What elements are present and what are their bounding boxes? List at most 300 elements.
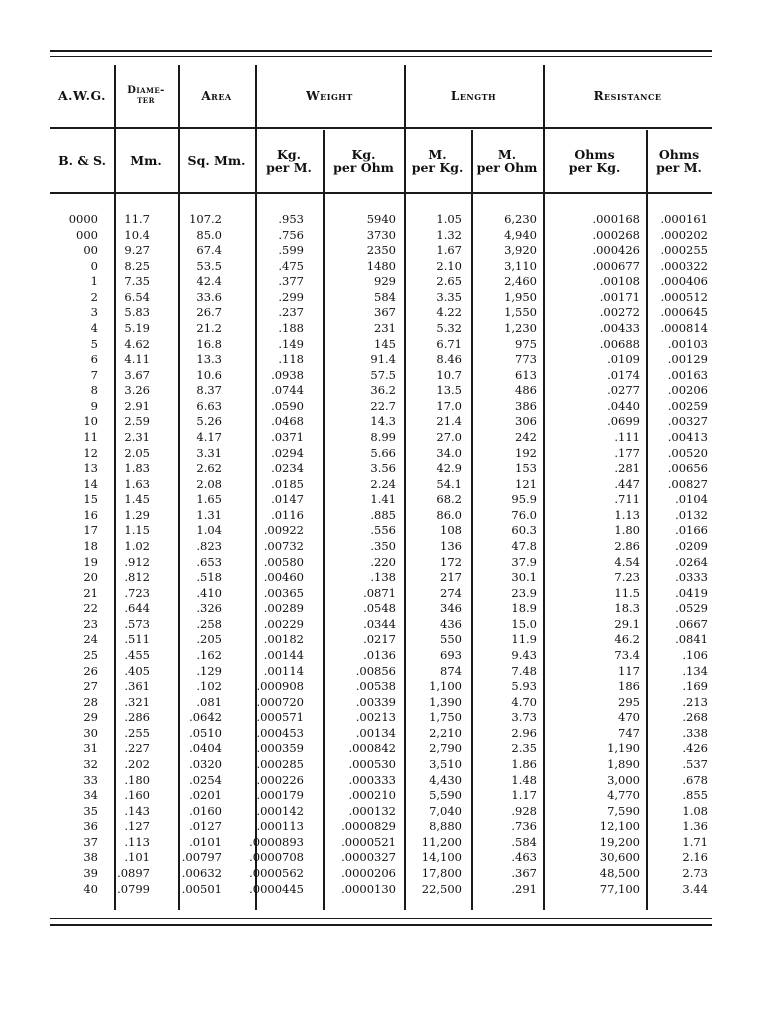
- top-rule-inner: [50, 56, 712, 57]
- table-cell: 6.71: [436, 336, 462, 351]
- table-cell: 13: [83, 461, 98, 476]
- table-cell: 11,200: [421, 834, 462, 849]
- table-cell: 30: [83, 725, 98, 740]
- table-cell: 172: [440, 554, 462, 569]
- table-cell: 5940: [366, 212, 396, 226]
- table-cell: .0160: [189, 803, 222, 818]
- table-cell: .00688: [599, 336, 640, 351]
- table-cell: .0871: [363, 585, 396, 600]
- table-cell: 60.3: [511, 523, 537, 538]
- table-cell: .885: [370, 507, 396, 522]
- table-cell: 33: [83, 772, 98, 787]
- table-cell: 00: [83, 243, 98, 258]
- column-unit-header: M. per Ohm: [476, 146, 538, 175]
- table-cell: 153: [515, 461, 537, 476]
- table-cell: .180: [124, 772, 150, 787]
- table-cell: .0590: [271, 398, 304, 413]
- table-cell: 2.05: [124, 445, 150, 460]
- table-cell: 29: [83, 710, 98, 725]
- table-cell: .000406: [660, 274, 708, 289]
- table-cell: 4,940: [504, 227, 537, 242]
- table-cell: .101: [124, 850, 150, 865]
- table-cell: 48,500: [599, 865, 640, 880]
- table-cell: .102: [196, 679, 222, 694]
- table-cell: 18.3: [614, 601, 640, 616]
- table-cell: .299: [278, 289, 304, 304]
- table-cell: 7.35: [124, 274, 150, 289]
- table-cell: .0294: [271, 445, 304, 460]
- table-cell: .000113: [256, 819, 304, 834]
- table-cell: 3.31: [196, 445, 222, 460]
- table-cell: 3.67: [124, 367, 150, 382]
- table-cell: 2: [90, 289, 98, 304]
- table-cell: .127: [124, 819, 150, 834]
- table-cell: 16.8: [196, 336, 222, 351]
- table-cell: .281: [614, 461, 640, 476]
- table-cell: .0000829: [341, 819, 396, 834]
- table-cell: .0897: [117, 865, 150, 880]
- table-cell: .0699: [607, 414, 640, 429]
- table-cell: .149: [278, 336, 304, 351]
- table-cell: .000226: [256, 772, 304, 787]
- table-cell: 34.0: [436, 445, 462, 460]
- table-cell: 77,100: [599, 881, 640, 896]
- table-cell: .000179: [256, 788, 304, 803]
- table-cell: .00797: [181, 850, 222, 865]
- table-cell: 12: [83, 445, 98, 460]
- table-cell: .723: [124, 585, 150, 600]
- table-cell: 3.44: [682, 881, 708, 896]
- table-cell: 53.5: [196, 258, 222, 273]
- table-cell: 1,390: [429, 694, 462, 709]
- table-cell: 20: [83, 570, 98, 585]
- table-cell: .0201: [189, 788, 222, 803]
- table-cell: .255: [124, 725, 150, 740]
- table-cell: .000132: [348, 803, 396, 818]
- table-cell: .0799: [117, 881, 150, 896]
- table-cell: .475: [278, 258, 304, 273]
- table-cell: .00856: [355, 663, 396, 678]
- table-cell: 4.62: [124, 336, 150, 351]
- table-cell: 9.43: [511, 647, 537, 662]
- table-cell: 22,500: [421, 881, 462, 896]
- table-cell: 28: [83, 694, 98, 709]
- table-cell: 11.5: [614, 585, 640, 600]
- table-cell: .00289: [263, 601, 304, 616]
- table-cell: 4.70: [511, 694, 537, 709]
- table-cell: .0344: [363, 616, 396, 631]
- table-cell: 25: [83, 647, 98, 662]
- table-cell: .00922: [263, 523, 304, 538]
- table-cell: .111: [614, 429, 640, 444]
- table-cell: 1.32: [436, 227, 462, 242]
- table-cell: 231: [374, 320, 396, 335]
- table-cell: .00213: [355, 710, 396, 725]
- column-unit-header: Kg. per M.: [266, 146, 312, 175]
- table-cell: 2.31: [124, 429, 150, 444]
- table-cell: 584: [374, 289, 396, 304]
- table-cell: .338: [682, 725, 708, 740]
- table-cell: .00580: [263, 554, 304, 569]
- table-cell: 18: [83, 538, 98, 553]
- table-cell: 16: [83, 507, 98, 522]
- table-cell: 86.0: [436, 507, 462, 522]
- table-cell: 3,510: [429, 756, 462, 771]
- table-cell: 550: [440, 632, 462, 647]
- table-cell: 2.86: [614, 538, 640, 553]
- column-group-header: Diame- ter: [127, 84, 165, 106]
- table-cell: 26: [83, 663, 98, 678]
- table-cell: 747: [618, 725, 640, 740]
- table-cell: .0254: [189, 772, 222, 787]
- table-cell: .0000708: [249, 850, 304, 865]
- top-rule-outer: [50, 50, 712, 52]
- table-cell: 3: [90, 305, 98, 320]
- table-cell: .0667: [675, 616, 708, 631]
- table-cell: 21: [83, 585, 98, 600]
- table-cell: 217: [440, 570, 462, 585]
- table-cell: 306: [515, 414, 537, 429]
- table-cell: 8.99: [370, 429, 396, 444]
- table-cell: .00206: [667, 383, 708, 398]
- table-cell: .000285: [256, 756, 304, 771]
- table-cell: 11: [83, 429, 98, 444]
- table-cell: 14: [83, 476, 98, 491]
- table-cell: 21.4: [436, 414, 462, 429]
- table-cell: .518: [196, 570, 222, 585]
- table-cell: .0841: [675, 632, 708, 647]
- table-cell: 1.80: [614, 523, 640, 538]
- column-group-header: Length: [450, 88, 497, 103]
- table-cell: .0000445: [249, 881, 304, 896]
- table-cell: .0217: [363, 632, 396, 647]
- table-cell: .202: [124, 756, 150, 771]
- table-cell: 19: [83, 554, 98, 569]
- table-cell: 2.08: [196, 476, 222, 491]
- table-cell: 14.3: [370, 414, 396, 429]
- table-cell: .00538: [355, 679, 396, 694]
- table-cell: 186: [618, 679, 640, 694]
- table-cell: 386: [515, 398, 537, 413]
- table-cell: 1.67: [436, 243, 462, 258]
- table-cell: 3.56: [370, 461, 396, 476]
- table-cell: 1.31: [196, 507, 222, 522]
- table-cell: 42.9: [436, 461, 462, 476]
- table-cell: 1,230: [504, 320, 537, 335]
- table-cell: 3.26: [124, 383, 150, 398]
- table-cell: 4: [90, 320, 98, 335]
- table-cell: 7: [90, 367, 98, 382]
- table-cell: 3.73: [511, 710, 537, 725]
- table-cell: 2,790: [429, 741, 462, 756]
- table-cell: .0000130: [341, 881, 396, 896]
- table-cell: 30,600: [599, 850, 640, 865]
- table-cell: 54.1: [436, 476, 462, 491]
- table-cell: .00171: [599, 289, 640, 304]
- table-cell: .00501: [181, 881, 222, 896]
- table-cell: 10.4: [124, 227, 150, 242]
- column-group-header: A.W.G.: [57, 88, 107, 104]
- table-cell: 33.6: [196, 289, 222, 304]
- table-cell: .160: [124, 788, 150, 803]
- table-cell: .0234: [271, 461, 304, 476]
- table-cell: .0440: [607, 398, 640, 413]
- table-cell: 27: [83, 679, 98, 694]
- table-cell: .00732: [263, 538, 304, 553]
- table-cell: 7,590: [607, 803, 640, 818]
- table-cell: 35: [83, 803, 98, 818]
- table-cell: .00433: [599, 320, 640, 335]
- table-cell: 145: [374, 336, 396, 351]
- table-cell: .000333: [348, 772, 396, 787]
- table-cell: 22.7: [370, 398, 396, 413]
- table-cell: .447: [614, 476, 640, 491]
- table-cell: .000202: [660, 227, 708, 242]
- table-cell: .0642: [189, 710, 222, 725]
- table-cell: 8.37: [196, 383, 222, 398]
- table-cell: .0136: [363, 647, 396, 662]
- table-cell: .00134: [355, 725, 396, 740]
- table-cell: .0000562: [249, 865, 304, 880]
- table-cell: .321: [124, 694, 150, 709]
- table-cell: .0510: [189, 725, 222, 740]
- table-cell: 46.2: [614, 632, 640, 647]
- table-cell: 0000: [68, 212, 98, 226]
- table-cell: .000645: [660, 305, 708, 320]
- table-cell: .410: [196, 585, 222, 600]
- table-cell: 18.9: [511, 601, 537, 616]
- table-cell: .00108: [599, 274, 640, 289]
- table-cell: 1,950: [504, 289, 537, 304]
- table-cell: 1.71: [682, 834, 708, 849]
- table-cell: .0132: [675, 507, 708, 522]
- table-cell: 108: [440, 523, 462, 538]
- table-cell: .00413: [667, 429, 708, 444]
- table-cell: .912: [124, 554, 150, 569]
- table-cell: .162: [196, 647, 222, 662]
- table-cell: .0404: [189, 741, 222, 756]
- table-cell: .823: [196, 538, 222, 553]
- table-cell: 21.2: [196, 320, 222, 335]
- column-unit-header: Sq. Mm.: [187, 153, 246, 169]
- header-divider: [50, 127, 712, 129]
- table-cell: .0000521: [341, 834, 396, 849]
- table-cell: .134: [682, 663, 708, 678]
- table-cell: 107.2: [189, 212, 222, 226]
- table-cell: .000168: [592, 212, 640, 226]
- table-cell: 5.32: [436, 320, 462, 335]
- table-cell: .220: [370, 554, 396, 569]
- table-cell: .711: [614, 492, 640, 507]
- table-cell: .227: [124, 741, 150, 756]
- table-cell: .143: [124, 803, 150, 818]
- table-cell: .756: [278, 227, 304, 242]
- table-cell: 874: [440, 663, 462, 678]
- table-cell: 4.11: [124, 352, 150, 367]
- table-cell: .0938: [271, 367, 304, 382]
- table-cell: .0468: [271, 414, 304, 429]
- table-cell: 2.91: [124, 398, 150, 413]
- table-cell: .00656: [667, 461, 708, 476]
- table-cell: 1.04: [196, 523, 222, 538]
- table-cell: 8.25: [124, 258, 150, 273]
- table-cell: 117: [618, 663, 640, 678]
- table-cell: 2.65: [436, 274, 462, 289]
- table-cell: 31: [83, 741, 98, 756]
- table-cell: 3,920: [504, 243, 537, 258]
- table-cell: 73.4: [614, 647, 640, 662]
- table-cell: .00272: [599, 305, 640, 320]
- table-cell: 5.66: [370, 445, 396, 460]
- table-cell: .678: [682, 772, 708, 787]
- table-cell: .573: [124, 616, 150, 631]
- table-cell: 24: [83, 632, 98, 647]
- table-cell: 2.10: [436, 258, 462, 273]
- table-cell: 274: [440, 585, 462, 600]
- table-cell: .0127: [189, 819, 222, 834]
- table-cell: .0116: [271, 507, 304, 522]
- table-cell: 975: [515, 336, 537, 351]
- table-cell: 0: [90, 258, 98, 273]
- table-cell: .0147: [271, 492, 304, 507]
- table-cell: 1.83: [124, 461, 150, 476]
- table-cell: 2,210: [429, 725, 462, 740]
- table-cell: 3.35: [436, 289, 462, 304]
- table-cell: 4.22: [436, 305, 462, 320]
- table-cell: 1.15: [124, 523, 150, 538]
- table-cell: .000571: [256, 710, 304, 725]
- table-cell: .405: [124, 663, 150, 678]
- table-cell: 121: [515, 476, 537, 491]
- table-cell: 4,430: [429, 772, 462, 787]
- table-cell: .000530: [348, 756, 396, 771]
- table-cell: 68.2: [436, 492, 462, 507]
- table-cell: 19,200: [599, 834, 640, 849]
- table-cell: .000255: [660, 243, 708, 258]
- table-cell: 1480: [366, 258, 396, 273]
- table-cell: 1.45: [124, 492, 150, 507]
- table-cell: 2.96: [511, 725, 537, 740]
- table-cell: 3,000: [607, 772, 640, 787]
- table-cell: 1,190: [607, 741, 640, 756]
- table-cell: 40: [83, 881, 98, 896]
- table-cell: 85.0: [196, 227, 222, 242]
- column-unit-header: Mm.: [130, 153, 162, 169]
- table-cell: .00129: [667, 352, 708, 367]
- table-cell: .0174: [607, 367, 640, 382]
- table-cell: 39: [83, 865, 98, 880]
- table-cell: 773: [515, 352, 537, 367]
- table-cell: 13.5: [436, 383, 462, 398]
- table-cell: .000426: [592, 243, 640, 258]
- table-cell: .000720: [256, 694, 304, 709]
- table-cell: .0333: [675, 570, 708, 585]
- table-cell: .426: [682, 741, 708, 756]
- table-cell: 1.05: [436, 212, 462, 226]
- subheader-divider: [50, 192, 712, 194]
- table-cell: .000359: [256, 741, 304, 756]
- table-cell: 1.13: [614, 507, 640, 522]
- table-cell: .599: [278, 243, 304, 258]
- table-cell: 13.3: [196, 352, 222, 367]
- table-cell: 7.23: [614, 570, 640, 585]
- table-cell: 6.63: [196, 398, 222, 413]
- table-cell: .00365: [263, 585, 304, 600]
- table-cell: .00327: [667, 414, 708, 429]
- table-cell: .129: [196, 663, 222, 678]
- table-cell: 1.41: [370, 492, 396, 507]
- table-cell: 2.35: [511, 741, 537, 756]
- table-cell: .0264: [675, 554, 708, 569]
- table-cell: .00114: [263, 663, 304, 678]
- table-cell: 1.86: [511, 756, 537, 771]
- table-cell: 14,100: [421, 850, 462, 865]
- table-cell: 2.24: [370, 476, 396, 491]
- table-cell: .855: [682, 788, 708, 803]
- table-cell: 192: [515, 445, 537, 460]
- table-cell: .118: [278, 352, 304, 367]
- table-cell: .0000893: [249, 834, 304, 849]
- table-cell: 4,770: [607, 788, 640, 803]
- table-cell: .511: [124, 632, 150, 647]
- table-cell: .0529: [675, 601, 708, 616]
- table-cell: 10: [83, 414, 98, 429]
- table-cell: 29.1: [614, 616, 640, 631]
- table-cell: .00229: [263, 616, 304, 631]
- table-cell: .0101: [189, 834, 222, 849]
- table-cell: 7.48: [511, 663, 537, 678]
- table-cell: 37: [83, 834, 98, 849]
- table-cell: .000142: [256, 803, 304, 818]
- table-cell: 9: [90, 398, 98, 413]
- table-cell: .000908: [256, 679, 304, 694]
- table-cell: .177: [614, 445, 640, 460]
- table-cell: 136: [440, 538, 462, 553]
- table-cell: 10.6: [196, 367, 222, 382]
- table-cell: .537: [682, 756, 708, 771]
- table-cell: .0744: [271, 383, 304, 398]
- table-cell: 1.17: [511, 788, 537, 803]
- table-cell: .000677: [592, 258, 640, 273]
- table-cell: 67.4: [196, 243, 222, 258]
- table-cell: .0209: [675, 538, 708, 553]
- column-group-header: Resistance: [593, 88, 662, 103]
- table-cell: .0109: [607, 352, 640, 367]
- bottom-rule-outer: [50, 924, 712, 926]
- table-cell: .00163: [667, 367, 708, 382]
- table-cell: 2.62: [196, 461, 222, 476]
- table-cell: .291: [511, 881, 537, 896]
- table-cell: 4.54: [614, 554, 640, 569]
- table-cell: .326: [196, 601, 222, 616]
- table-cell: 929: [374, 274, 396, 289]
- table-cell: 36: [83, 819, 98, 834]
- table-cell: .000322: [660, 258, 708, 273]
- table-cell: 6: [90, 352, 98, 367]
- column-unit-header: M. per Kg.: [411, 146, 464, 175]
- table-cell: .812: [124, 570, 150, 585]
- table-cell: 76.0: [511, 507, 537, 522]
- table-cell: .268: [682, 710, 708, 725]
- table-cell: 15: [83, 492, 98, 507]
- table-cell: 47.8: [511, 538, 537, 553]
- column-group-header: Area: [201, 88, 232, 103]
- table-cell: .736: [511, 819, 537, 834]
- table-cell: 1.65: [196, 492, 222, 507]
- table-cell: 5.93: [511, 679, 537, 694]
- table-cell: .138: [370, 570, 396, 585]
- table-cell: .000268: [592, 227, 640, 242]
